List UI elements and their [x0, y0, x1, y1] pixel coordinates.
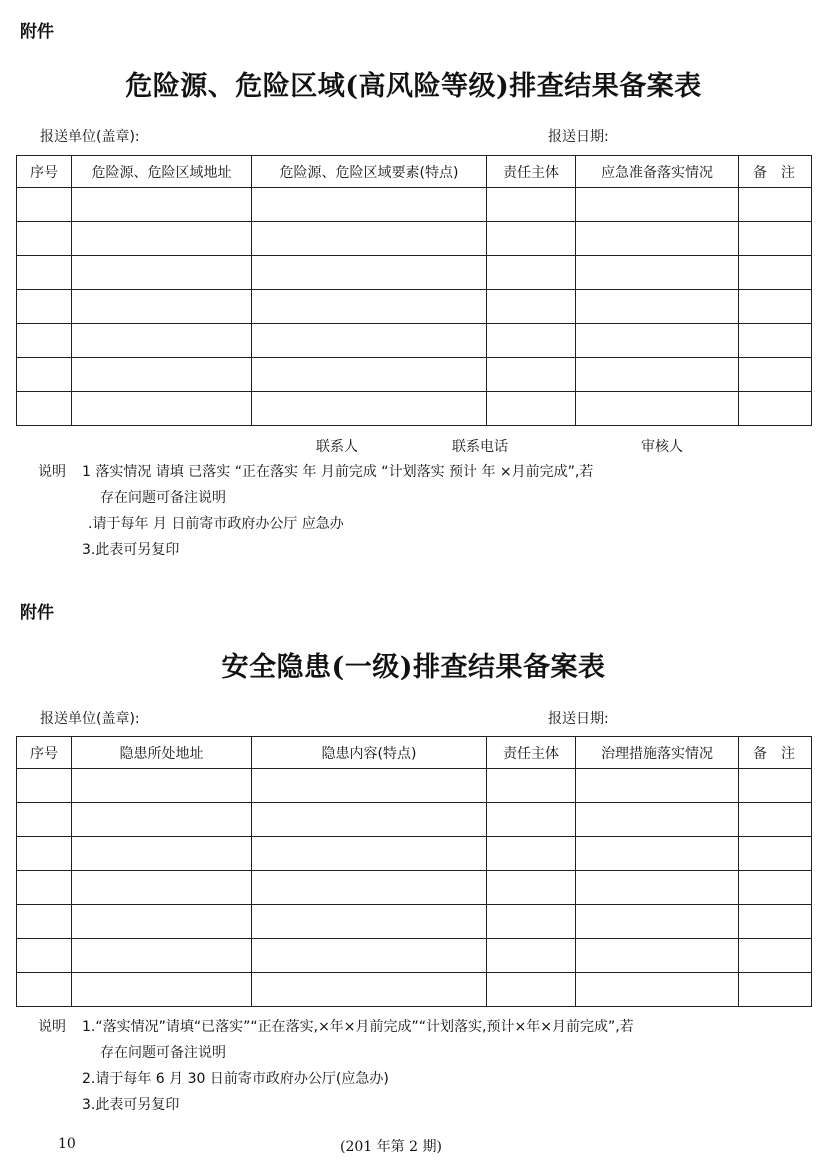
header-emergency-readiness: 应急准备落实情况	[576, 156, 739, 188]
table-cell[interactable]	[739, 222, 812, 256]
table-cell[interactable]	[487, 188, 576, 222]
table-cell[interactable]	[739, 358, 812, 392]
header-hazard-address: 危险源、危险区域地址	[72, 156, 252, 188]
table-cell[interactable]	[72, 290, 252, 324]
table-cell[interactable]	[739, 324, 812, 358]
table-cell[interactable]	[739, 290, 812, 324]
table-cell[interactable]	[17, 290, 72, 324]
table-cell[interactable]	[252, 290, 487, 324]
table-cell[interactable]	[487, 222, 576, 256]
report-date-label: 报送日期:	[548, 711, 609, 727]
table-cell[interactable]	[252, 973, 487, 1007]
header-hazard-elements: 危险源、危险区域要素(特点)	[252, 156, 487, 188]
table-cell[interactable]	[576, 905, 739, 939]
table-cell[interactable]	[487, 392, 576, 426]
header-danger-content: 隐患内容(特点)	[252, 737, 487, 769]
instructions	[38, 1014, 818, 1118]
table-row	[17, 256, 812, 290]
table-cell[interactable]	[576, 769, 739, 803]
table-row	[17, 392, 812, 426]
table-cell[interactable]	[576, 392, 739, 426]
table-cell[interactable]	[487, 324, 576, 358]
instruction-line: 1 落实情况 请填 已落实 “正在落实 年 月前完成 “计划落实 预计 年 ×月前完成”,若	[82, 464, 594, 480]
table-row	[17, 769, 812, 803]
contact-person-label: 联系人	[316, 439, 358, 455]
table-cell[interactable]	[739, 837, 812, 871]
table-cell[interactable]	[739, 256, 812, 290]
reviewer-label: 审核人	[641, 439, 683, 455]
table-cell[interactable]	[72, 324, 252, 358]
table-cell[interactable]	[17, 324, 72, 358]
table-cell[interactable]	[739, 939, 812, 973]
header-remarks: 备注	[739, 737, 812, 769]
table-cell[interactable]	[739, 769, 812, 803]
attachment-label: 附件	[20, 22, 54, 42]
table-cell[interactable]	[17, 837, 72, 871]
table-cell[interactable]	[739, 973, 812, 1007]
instruction-line: .请于每年 月 日前寄市政府办公厅 应急办	[88, 516, 344, 532]
table-row	[17, 837, 812, 871]
instruction-line: 1.“落实情况”请填“已落实”“正在落实,×年×月前完成”“计划落实,预计×年×月前完成”,若	[82, 1019, 634, 1035]
table-row	[17, 973, 812, 1007]
table-cell[interactable]	[17, 905, 72, 939]
table-cell[interactable]	[487, 803, 576, 837]
header-remediation-status: 治理措施落实情况	[576, 737, 739, 769]
table-cell[interactable]	[72, 871, 252, 905]
table-cell[interactable]	[739, 392, 812, 426]
header-responsible-party: 责任主体	[487, 737, 576, 769]
table-cell[interactable]	[487, 939, 576, 973]
table-cell[interactable]	[252, 905, 487, 939]
table-cell[interactable]	[17, 939, 72, 973]
instruction-line: 2.请于每年 6 月 30 日前寄市政府办公厅(应急办)	[82, 1071, 389, 1087]
table-cell[interactable]	[72, 358, 252, 392]
table-cell[interactable]	[72, 905, 252, 939]
attachment-label: 附件	[20, 603, 54, 623]
header-responsible-party: 责任主体	[487, 156, 576, 188]
table-cell[interactable]	[17, 256, 72, 290]
table-cell[interactable]	[252, 358, 487, 392]
table-cell[interactable]	[576, 188, 739, 222]
table-cell[interactable]	[17, 392, 72, 426]
table-cell[interactable]	[72, 256, 252, 290]
table-cell[interactable]	[252, 324, 487, 358]
table-cell[interactable]	[252, 837, 487, 871]
instructions-label: 说明	[38, 1019, 66, 1035]
table-row	[17, 939, 812, 973]
table-row	[17, 222, 812, 256]
table-cell[interactable]	[252, 256, 487, 290]
table-cell[interactable]	[576, 871, 739, 905]
table-cell[interactable]	[576, 837, 739, 871]
table-cell[interactable]	[17, 188, 72, 222]
table-cell[interactable]	[576, 358, 739, 392]
table-cell[interactable]	[487, 290, 576, 324]
table-cell[interactable]	[252, 188, 487, 222]
table-row	[17, 358, 812, 392]
issue-label: (201 年第 2 期)	[340, 1139, 442, 1155]
table-cell[interactable]	[252, 871, 487, 905]
instruction-line: 存在问题可备注说明	[100, 490, 226, 506]
table-cell[interactable]	[252, 222, 487, 256]
page-number: 10	[58, 1136, 76, 1152]
table-cell[interactable]	[487, 837, 576, 871]
hidden-danger-record-table	[16, 736, 812, 1007]
table-header-row	[17, 156, 812, 188]
report-unit-label: 报送单位(盖章):	[40, 711, 140, 727]
table-cell[interactable]	[576, 222, 739, 256]
table-cell[interactable]	[17, 358, 72, 392]
table-cell[interactable]	[576, 256, 739, 290]
header-danger-address: 隐患所处地址	[72, 737, 252, 769]
table-cell[interactable]	[72, 392, 252, 426]
table-cell[interactable]	[576, 803, 739, 837]
table-cell[interactable]	[252, 769, 487, 803]
table-cell[interactable]	[576, 939, 739, 973]
table-cell[interactable]	[739, 188, 812, 222]
instruction-line: 3.此表可另复印	[82, 1097, 180, 1113]
form-title: 安全隐患(一级)排查结果备案表	[221, 652, 606, 683]
header-serial: 序号	[17, 156, 72, 188]
form-title: 危险源、危险区域(高风险等级)排查结果备案表	[125, 71, 702, 102]
table-cell[interactable]	[576, 324, 739, 358]
table-cell[interactable]	[17, 769, 72, 803]
table-cell[interactable]	[487, 973, 576, 1007]
table-cell[interactable]	[739, 905, 812, 939]
table-cell[interactable]	[17, 871, 72, 905]
table-cell[interactable]	[487, 256, 576, 290]
instruction-line: 3.此表可另复印	[82, 542, 180, 558]
instruction-line: 存在问题可备注说明	[100, 1045, 226, 1061]
instructions-label: 说明	[38, 464, 66, 480]
table-cell[interactable]	[17, 973, 72, 1007]
table-row	[17, 905, 812, 939]
table-row	[17, 290, 812, 324]
table-cell[interactable]	[72, 188, 252, 222]
table-cell[interactable]	[487, 769, 576, 803]
table-cell[interactable]	[739, 803, 812, 837]
header-serial: 序号	[17, 737, 72, 769]
table-cell[interactable]	[252, 803, 487, 837]
table-cell[interactable]	[487, 358, 576, 392]
table-row	[17, 188, 812, 222]
header-remarks: 备注	[739, 156, 812, 188]
table-row	[17, 324, 812, 358]
table-row	[17, 871, 812, 905]
table-header-row	[17, 737, 812, 769]
table-cell[interactable]	[72, 222, 252, 256]
instructions	[38, 459, 818, 563]
table-cell[interactable]	[72, 803, 252, 837]
table-cell[interactable]	[17, 803, 72, 837]
table-cell[interactable]	[576, 290, 739, 324]
contact-phone-label: 联系电话	[452, 439, 508, 455]
hazard-record-table	[16, 155, 812, 426]
table-row	[17, 803, 812, 837]
table-cell[interactable]	[576, 973, 739, 1007]
table-cell[interactable]	[72, 973, 252, 1007]
table-cell[interactable]	[252, 392, 487, 426]
report-unit-label: 报送单位(盖章):	[40, 129, 140, 145]
table-cell[interactable]	[252, 939, 487, 973]
table-cell[interactable]	[487, 871, 576, 905]
table-cell[interactable]	[72, 939, 252, 973]
table-cell[interactable]	[739, 871, 812, 905]
table-cell[interactable]	[72, 769, 252, 803]
table-cell[interactable]	[72, 837, 252, 871]
table-cell[interactable]	[17, 222, 72, 256]
table-cell[interactable]	[487, 905, 576, 939]
report-date-label: 报送日期:	[548, 129, 609, 145]
